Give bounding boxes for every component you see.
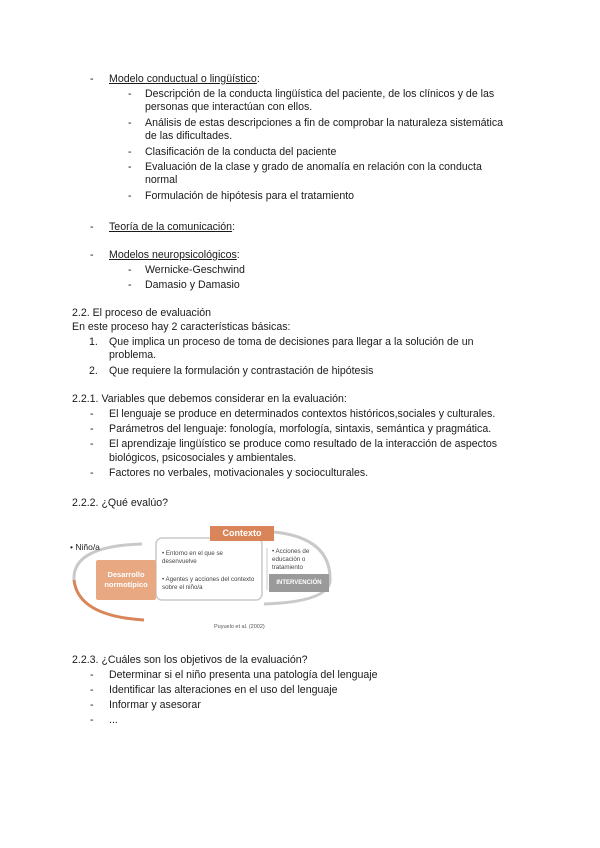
list-item: Identificar las alteraciones en el uso del lenguaje [109, 684, 338, 696]
nino-label: Niño/a [75, 542, 100, 552]
entorno-text: Entorno en el que se desenvuelve [162, 550, 223, 565]
list-item: Descripción de la conducta lingüística del paciente, de los clínicos y de las [145, 88, 495, 100]
model-title-neuro: Modelos neuropsicológicos [109, 249, 237, 261]
intervencion-box: INTERVENCIÓN [269, 574, 329, 592]
figure-caption: Puyuelo et al. (2002) [214, 624, 265, 630]
list-item: Evaluación de la clase y grado de anomalía en relación con la conducta [145, 161, 482, 173]
section-heading: 2.2.2. ¿Qué evalúo? [72, 497, 168, 509]
paragraph: En este proceso hay 2 características básicas: [72, 321, 291, 333]
evaluation-figure: • Niño/a Desarrollo normotípico Contexto • Entorno en el que se desenvuelve • Agentes y acciones del contexto sobre el niño/a • Acciones de educación o tratamiento INTERVENCIÓN Puyuelo et al. (2002) [64, 524, 344, 636]
list-item: Factores no verbales, motivacionales y socioculturales. [109, 467, 369, 479]
list-item: Informar y asesorar [109, 699, 201, 711]
acciones-text: Acciones de educación o tratamiento [272, 548, 310, 571]
contexto-box: Contexto [210, 526, 274, 541]
list-item: Wernicke-Geschwind [145, 264, 245, 276]
section-heading: 2.2.3. ¿Cuáles son los objetivos de la evaluación? [72, 654, 308, 666]
section-heading: 2.2. El proceso de evaluación [72, 307, 211, 319]
list-item-cont: normal [145, 174, 178, 186]
desarrollo-box: Desarrollo normotípico [96, 560, 156, 600]
list-item: El aprendizaje lingüístico se produce como resultado de la interacción de aspectos [109, 438, 498, 450]
list-item: Formulación de hipótesis para el tratamiento [145, 190, 355, 202]
list-item-cont: personas que interactúan con ellos. [145, 101, 313, 113]
list-item: Parámetros del lenguaje: fonología, morfología, sintaxis, semántica y pragmática. [109, 423, 492, 435]
model-title-comunicacion: Teoría de la comunicación [109, 221, 233, 233]
model-title-conductual: Modelo conductual o lingüístico [109, 73, 257, 85]
section-heading: 2.2.1. Variables que debemos considerar en la evaluación: [72, 393, 347, 405]
list-item-cont: de las dificultades. [145, 130, 233, 142]
list-item: Determinar si el niño presenta una patología del lenguaje [109, 669, 378, 681]
list-item-cont: biológicos, psicosociales y ambientales. [109, 452, 297, 464]
document-page: - Modelo conductual o lingüístico: - Descripción de la conducta lingüística del paciente, de los clínicos y de las personas que interactúan con ellos. - Análisis de estas descripciones a fin de comprobar la naturaleza sistemática de las dificultades. - Clasificación de la conducta del paciente - Evaluación de la clase y grado de anomalía en relación con la conducta normal - Formulación de hipótesis para el tratamiento - Teoría de la comunicación: - Modelos neuropsicológicos: - Wernicke-Geschwind - Damasio y Damasio 2.2. El proceso de evaluación En este proceso hay 2 características básicas: 1. Que implica un proceso de toma de decisiones para llegar a la solución de un problema. 2. Que requiere la formulación y contrastación de hipótesis 2.2.1. Variables que debemos considerar en la evaluación: - El lenguaje se produce en determinados contextos históricos,sociales y culturales. - Parámetros del lenguaje: fonología, morfología, sintaxis, semántica y pragmática. - El aprendizaje lingüístico se produce como resultado de la interacción de aspectos biológicos, psicosociales y ambientales. - Factores no verbales, motivacionales y socioculturales. 2.2.2. ¿Qué evalúo? • Niño/a Desarrollo normotípico Contexto • Entorno en el que se desenvuelve • Agentes y acciones del contexto sobre el niño/a • Acciones de educación o tratamiento INTERVENCIÓN Puyuelo et al. (2002) 2.2.3. ¿Cuáles son los objetivos de la evaluación? - Determinar si el niño presenta una patología del lenguaje - Identificar las alteraciones en el uso del lenguaje - Informar y asesorar - ... [0, 0, 600, 848]
list-item: Análisis de estas descripciones a fin de comprobar la naturaleza sistemática [145, 117, 504, 129]
list-item: ... [109, 714, 118, 726]
agentes-text: Agentes y acciones del contexto sobre el niño/a [162, 576, 255, 591]
list-item: Que implica un proceso de toma de decisiones para llegar a la solución de un [109, 336, 474, 348]
list-item: Damasio y Damasio [145, 279, 240, 291]
dash: - [90, 73, 94, 85]
list-item: El lenguaje se produce en determinados contextos históricos,sociales y culturales. [109, 408, 496, 420]
list-item: Que requiere la formulación y contrastación de hipótesis [109, 365, 374, 377]
list-item-cont: problema. [109, 349, 157, 361]
list-item: Clasificación de la conducta del paciente [145, 146, 337, 158]
